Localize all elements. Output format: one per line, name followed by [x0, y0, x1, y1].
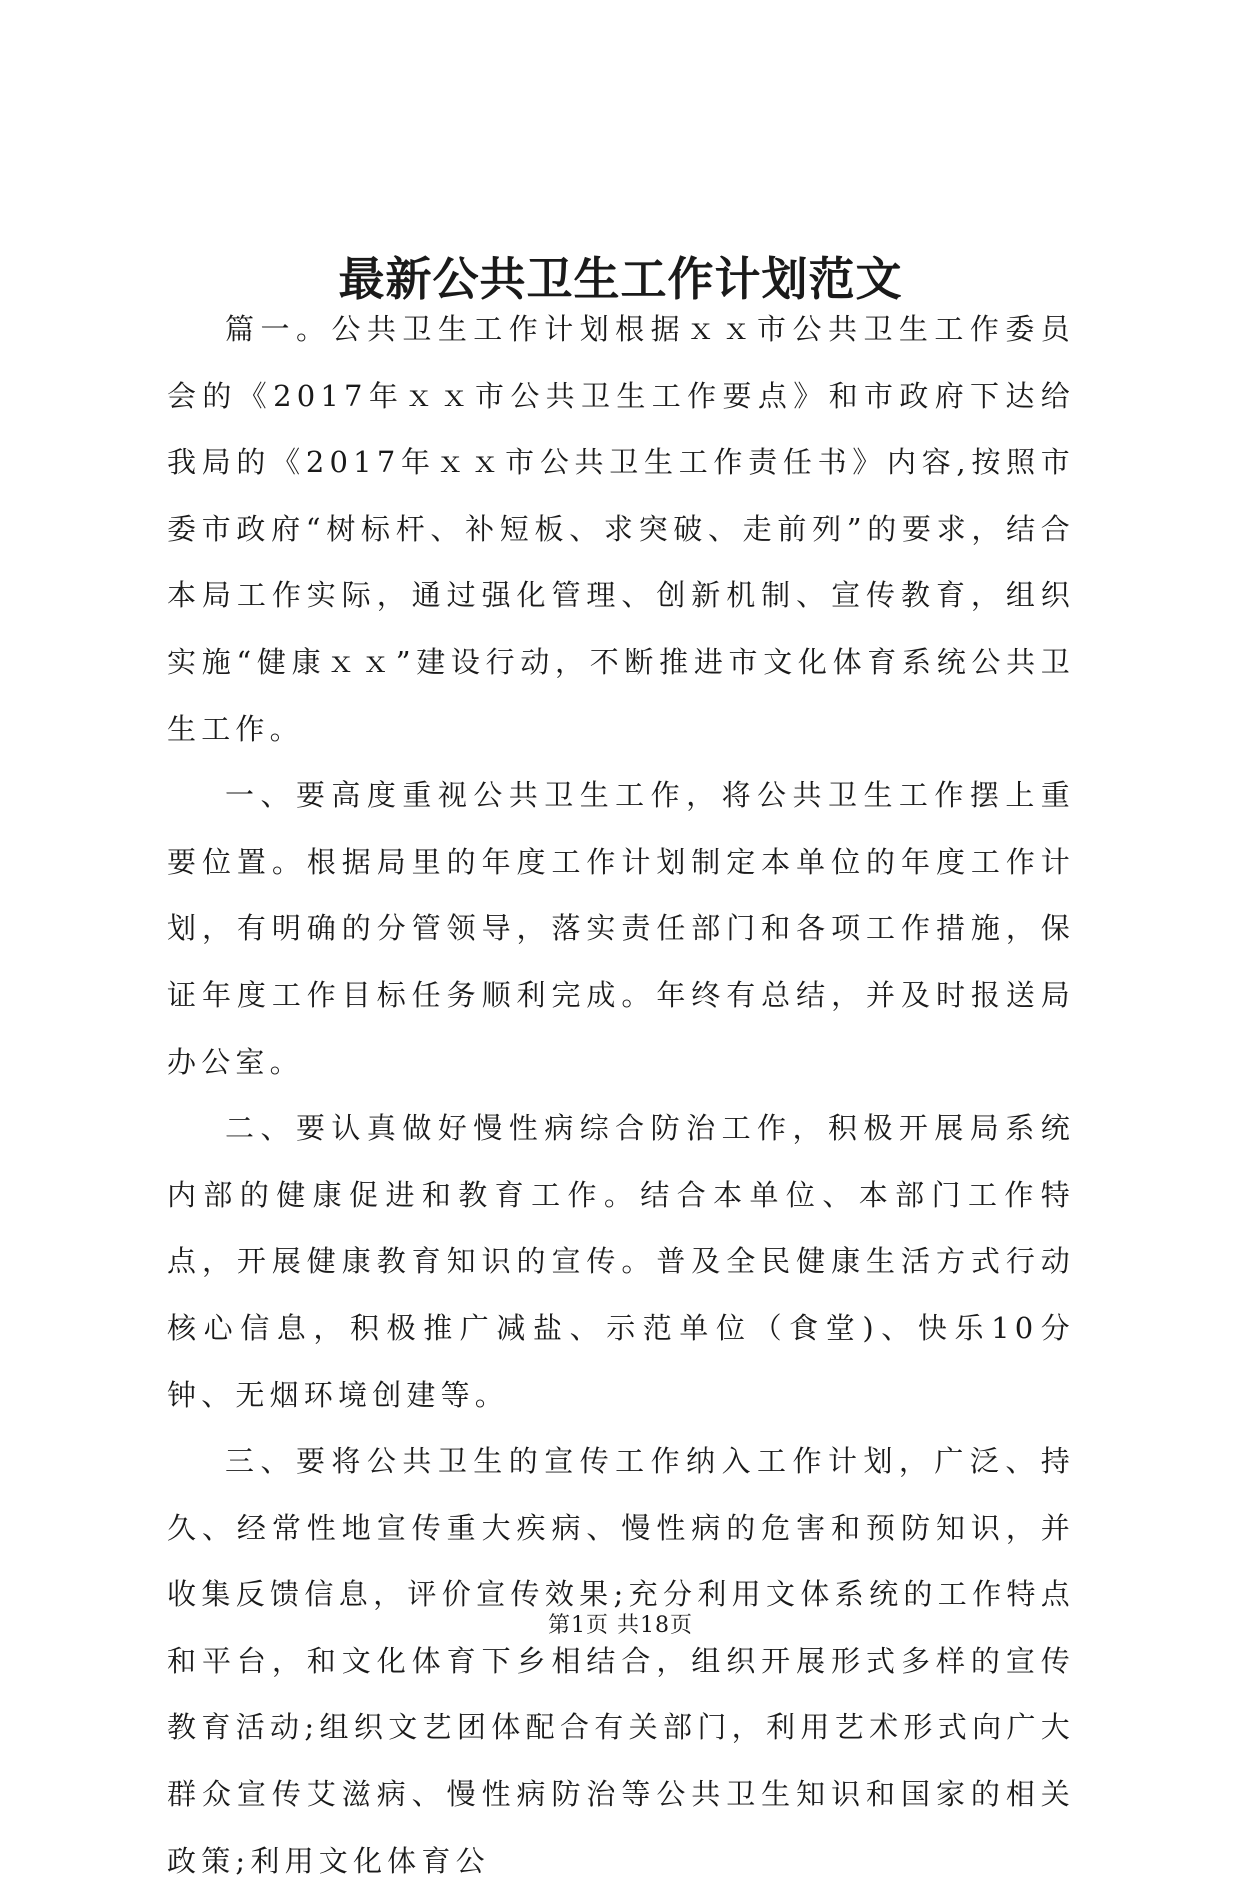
page-number-footer: 第1页 共18页: [548, 1613, 693, 1638]
paragraph-section-3: 三、要将公共卫生的宣传工作纳入工作计划，广泛、持久、经常性地宣传重大疾病、慢性病的危害和预防知识，并收集反馈信息，评价宣传效果;充分利用文体系统的工作特点和平台，和文化体育下乡相结合，组织开展形式多样的宣传教育活动;组织文艺团体配合有关部门，利用艺术形式向广大群众宣传艾滋病、慢性病防治等公共卫生知识和国家的相关政策;利用文化体育公: [167, 1444, 1075, 1878]
document-body: [167, 296, 1075, 1894]
paragraph-intro: 篇一。公共卫生工作计划根据ｘｘ市公共卫生工作委员会的《2017年ｘｘ市公共卫生工作要点》和市政府下达给我局的《2017年ｘｘ市公共卫生工作责任书》内容,按照市委市政府“树标杆、补短板、求突破、走前列”的要求，结合本局工作实际，通过强化管理、创新机制、宣传教育，组织实施“健康ｘｘ”建设行动，不断推进市文化体育系统公共卫生工作。: [167, 312, 1075, 746]
document-title: 最新公共卫生工作计划范文: [338, 251, 903, 306]
paragraph-section-1: 一、要高度重视公共卫生工作，将公共卫生工作摆上重要位置。根据局里的年度工作计划制定本单位的年度工作计划，有明确的分管领导，落实责任部门和各项工作措施，保证年度工作目标任务顺利完成。年终有总结，并及时报送局办公室。: [167, 778, 1075, 1079]
paragraph-section-2: 二、要认真做好慢性病综合防治工作，积极开展局系统内部的健康促进和教育工作。结合本单位、本部门工作特点，开展健康教育知识的宣传。普及全民健康生活方式行动核心信息，积极推广减盐、示范单位（食堂)、快乐10分钟、无烟环境创建等。: [167, 1111, 1075, 1412]
